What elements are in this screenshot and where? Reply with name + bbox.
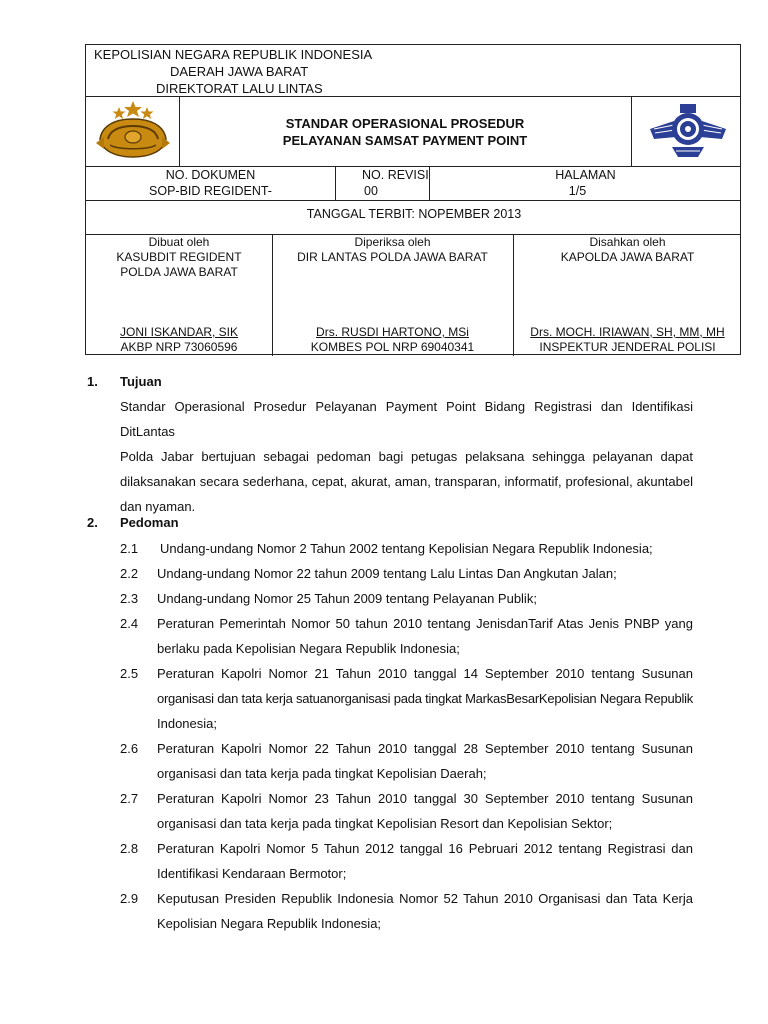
list-item-text: Peraturan Kapolri Nomor 21 Tahun 2010 tanggal 14 September 2010 tentang Susunan [157,666,693,681]
list-item-number: 2.2 [120,566,139,581]
page-cell [429,167,742,199]
purpose-paragraph [120,394,693,519]
paragraph-line: Standar Operasional Prosedur Pelayanan Payment Point Bidang Registrasi dan Identifikasi DitLantas [120,399,693,439]
list-item [120,611,693,661]
list-item-text: Peraturan Kapolri Nomor 22 Tahun 2010 tanggal 28 September 2010 tentang Susunan [157,741,693,756]
list-item-text: Peraturan Kapolri Nomor 5 Tahun 2012 tanggal 16 Pebruari 2012 tentang Registrasi dan [157,841,693,856]
issue-date: TANGGAL TERBIT: NOPEMBER 2013 [306,207,522,221]
signatory-role: Dibuat oleh [148,235,210,249]
signatory-position-line-1: KAPOLDA JAWA BARAT [560,250,695,264]
list-item [120,836,693,886]
revision-value: 00 [364,184,378,198]
list-item-number: 2.8 [120,841,139,856]
revision-label: NO. REVISI [362,168,429,182]
signatory-rank: AKBP NRP 73060596 [120,340,238,354]
doc-number-value: SOP-BID REGIDENT- [149,184,272,198]
title-line-2: PELAYANAN SAMSAT PAYMENT POINT [282,133,528,148]
paragraph-line: dan nyaman. [120,499,196,514]
list-item-text: organisasi dan tata kerja satuanorganisasi pada tingkat MarkasBesarKepolisian Negara Republik [157,691,693,706]
list-item-text: berlaku pada Kepolisian Negara Republik Indonesia; [157,641,460,656]
signatory-prepared [86,235,272,280]
org-line-2: DAERAH JAWA BARAT [170,64,309,79]
list-item-number: 2.6 [120,741,139,756]
list-item [120,736,693,786]
list-item-text: Peraturan Kapolri Nomor 23 Tahun 2010 tanggal 30 September 2010 tentang Susunan [157,791,693,806]
section-title: Pedoman [120,515,179,530]
signatory-role: Disahkan oleh [589,235,666,249]
section-title: Tujuan [120,374,162,389]
list-item-text: organisasi dan tata kerja pada tingkat Kepolisian Daerah; [157,766,487,781]
list-item-text: Keputusan Presiden Republik Indonesia Nomor 52 Tahun 2010 Organisasi dan Tata Kerja [157,891,693,906]
list-item-number: 2.9 [120,891,139,906]
document-number-cell [86,167,335,199]
revision-cell [362,167,429,199]
list-item-number: 2.4 [120,616,139,631]
signatory-position-line-2: POLDA JAWA BARAT [120,265,238,279]
section-number: 2. [87,515,98,530]
organization-lines [94,46,372,97]
signatory-name: Drs. RUSDI HARTONO, MSi [316,325,469,339]
list-item [120,661,693,736]
list-item-text: Peraturan Pemerintah Nomor 50 tahun 2010 tentang JenisdanTarif Atas Jenis PNBP yang [157,616,693,631]
list-item-text: Undang-undang Nomor 22 tahun 2009 tentang Lalu Lintas Dan Angkutan Jalan; [157,566,617,581]
signatory-checked-name-block [272,325,513,355]
list-item-text: Indonesia; [157,716,217,731]
reference-list [120,536,693,936]
signatory-approved-name-block [513,325,742,355]
list-item [120,886,693,936]
signatory-rank: KOMBES POL NRP 69040341 [310,340,475,354]
section-number: 1. [87,374,98,389]
page-value: 1/5 [568,184,587,198]
traffic-police-emblem-icon [648,99,728,163]
list-item-text: Undang-undang Nomor 25 Tahun 2009 tentang Pelayanan Publik; [157,591,537,606]
org-line-3: DIREKTORAT LALU LINTAS [156,81,323,96]
signatory-prepared-name-block [86,325,272,355]
signatory-approved [513,235,742,265]
list-item [120,786,693,836]
police-logo-icon [92,99,174,163]
document-header [85,44,741,355]
list-item-number: 2.1 [120,541,139,556]
list-item [120,586,693,611]
paragraph-line: Polda Jabar bertujuan sebagai pedoman bagi petugas pelaksana sehingga pelayanan dapat [120,449,693,464]
signatory-rank: INSPEKTUR JENDERAL POLISI [539,340,716,354]
title-line-1: STANDAR OPERASIONAL PROSEDUR [285,116,525,131]
org-line-1: KEPOLISIAN NEGARA REPUBLIK INDONESIA [94,47,373,62]
list-item [120,536,693,561]
page-label: HALAMAN [555,168,616,182]
signatory-checked [272,235,513,265]
paragraph-line: dilaksanakan secara sederhana, cepat, akurat, aman, transparan, informatif, profesional, akuntabel [120,474,693,489]
list-item-number: 2.7 [120,791,139,806]
signatory-position-line-1: DIR LANTAS POLDA JAWA BARAT [297,250,488,264]
list-item-text: Identifikasi Kendaraan Bermotor; [157,866,347,881]
list-item-number: 2.3 [120,591,139,606]
list-item-text: Kepolisian Negara Republik Indonesia; [157,916,382,931]
list-item-text: Undang-undang Nomor 2 Tahun 2002 tentang Kepolisian Negara Republik Indonesia; [160,541,653,556]
list-item-text: organisasi dan tata kerja pada tingkat Kepolisian Resort dan Kepolisian Sektor; [157,816,613,831]
signatory-position-line-1: KASUBDIT REGIDENT [116,250,242,264]
signatory-role: Diperiksa oleh [354,235,431,249]
list-item-number: 2.5 [120,666,139,681]
doc-number-label: NO. DOKUMEN [165,168,256,182]
signatory-name: Drs. MOCH. IRIAWAN, SH, MM, MH [530,325,725,339]
signatory-name: JONI ISKANDAR, SIK [119,325,239,339]
list-item [120,561,693,586]
document-title [179,115,631,149]
